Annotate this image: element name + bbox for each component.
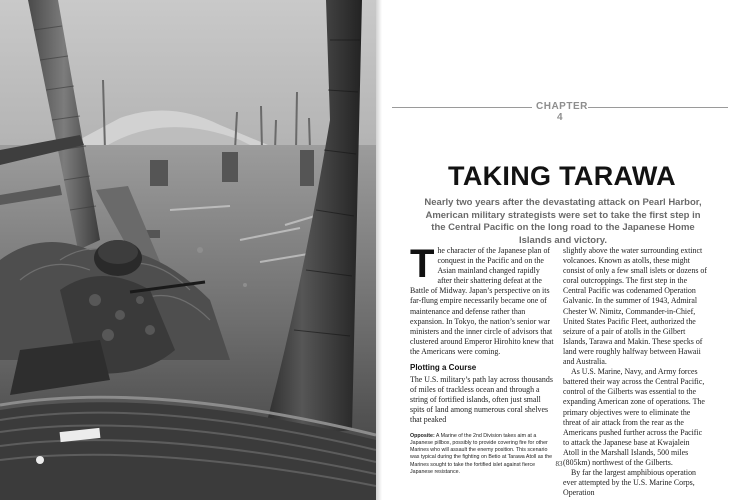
text-column-right <box>563 246 707 498</box>
chapter-title: TAKING TARAWA <box>448 161 676 191</box>
chapter-subtitle: Nearly two years after the devastating attack on Pearl Harbor, American military strategists were set to take the first step in the Central Pacific on the long road to the Japanese Home Islands and victory. <box>424 197 702 246</box>
page-number: 83 <box>555 460 563 468</box>
paragraph-plotting-course: The U.S. military’s path lay across thousands of miles of trackless ocean and through a string of fortified islands, often just small spits of land among numerous coral shelves that peaked <box>410 375 553 425</box>
text-column-left <box>410 242 554 476</box>
caption-body: A Marine of the 2nd Division takes aim at a Japanese pillbox, possibly to provide covering fire for other Marines who will assault the enemy position. This scenario was typical during the fighting on Betio at Tarawa Atoll as the Marines sought to take the fortified islet against fierce Japanese resistance. <box>410 432 553 475</box>
chapter-rule-left <box>392 107 532 108</box>
drop-cap: T <box>410 242 435 286</box>
chapter-label: CHAPTER 4 <box>536 101 588 123</box>
paragraph-amphibious: By far the largest amphibious operation ever attempted by the U.S. Marine Corps, Operation <box>563 468 696 498</box>
page-gutter <box>376 0 382 500</box>
paragraph-gilberts: As U.S. Marine, Navy, and Army forces battered their way across the Central Pacific, control of the Gilberts was essential to the expanding American zone of operations. The primary objectives were to eliminate the threat of air attack from the rear as the Americans pushed further across the Pacific to attack the Japanese base at Kwajalein Atoll in the Marshall Islands, 500 miles (805km) northwest of the Gilberts. <box>563 367 705 467</box>
caption-lead: Opposite: <box>410 432 435 439</box>
opening-paragraph-text: he character of the Japanese plan of conquest in the Pacific and on the Asian mainland changed rapidly after their shattering defeat at the Battle of Midway. Japan’s perspective on its far-flung empire necessarily became one of maintenance and defense rather than expansion. In Tokyo, the nation’s senior war ministers and the inner circle of advisors that clustered around Emperor Hirohito knew that the Americans were coming. <box>410 246 554 356</box>
photo-caption <box>410 433 554 477</box>
section-heading: Plotting a Course <box>410 363 477 373</box>
chapter-rule-right <box>588 107 728 108</box>
paragraph-atolls: slightly above the water surrounding extinct volcanoes. Known as atolls, these might consist of only a few small islets or dozens of coral outcroppings. The first step in the Central Pacific was codenamed Operation Galvanic. In the summer of 1943, Admiral Chester W. Nimitz, Commander-in-Chief, United States Pacific Fleet, authorized the seizure of a pair of atolls in the Gilbert Islands, Tarawa and Makin. These specks of land were roughly halfway between Hawaii and Australia. <box>563 246 707 367</box>
opening-paragraph <box>410 242 554 357</box>
